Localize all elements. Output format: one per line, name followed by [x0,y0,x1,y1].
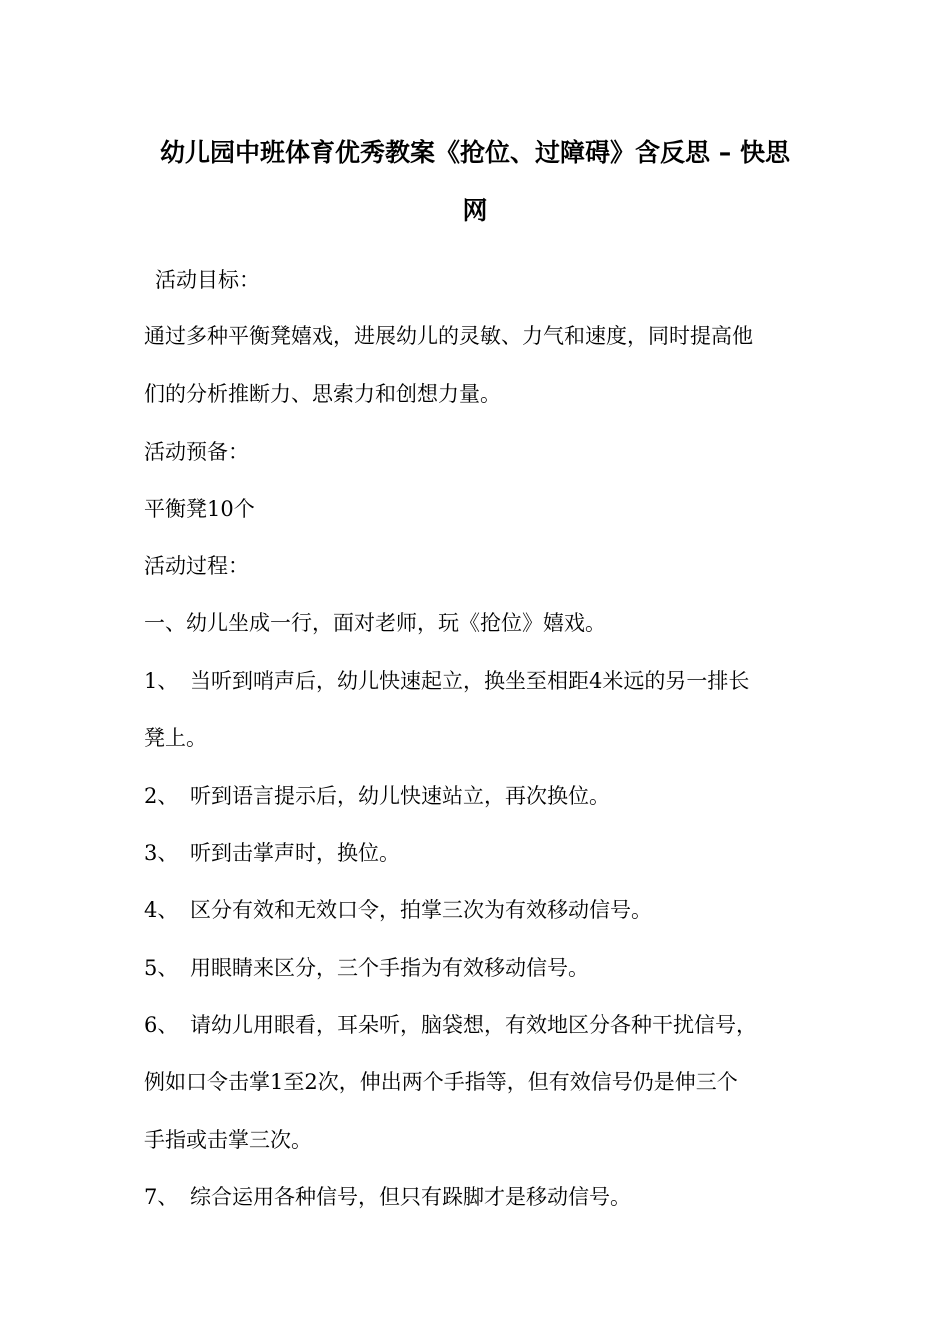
process-heading: 活动过程： [144,554,249,578]
list-item-6-continuation-1: 例如口令击掌1至2次，伸出两个手指等，但有效信号仍是伸三个 [144,1070,738,1094]
goal-text-line-2: 们的分析推断力、思索力和创想力量。 [144,382,501,406]
goal-text-line-1: 通过多种平衡凳嬉戏，进展幼儿的灵敏、力气和速度，同时提高他 [144,324,753,348]
list-item-1 [144,667,749,695]
list-item-5 [144,954,589,982]
list-item-text: 请幼儿用眼看，耳朵听，脑袋想，有效地区分各种干扰信号， [190,1013,757,1037]
list-item-number: 6、 [144,1013,179,1037]
list-item-text: 区分有效和无效口令，拍掌三次为有效移动信号。 [190,898,652,922]
process-step-one: 一、幼儿坐成一行，面对老师，玩《抢位》嬉戏。 [144,611,606,635]
list-item-text: 当听到哨声后，幼儿快速起立，换坐至相距4米远的另一排长 [190,669,750,693]
list-item-number: 4、 [144,898,179,922]
list-item-number: 3、 [144,841,179,865]
list-item-number: 1、 [144,669,179,693]
list-item-2 [144,782,610,810]
list-item-7 [144,1183,631,1211]
list-item-4 [144,896,652,924]
list-item-6-continuation-2: 手指或击掌三次。 [144,1128,312,1152]
list-item-6 [144,1011,757,1039]
list-item-number: 2、 [144,784,179,808]
prep-text: 平衡凳10个 [144,497,255,521]
goal-heading: 活动目标： [155,268,260,292]
list-item-text: 听到击掌声时，换位。 [190,841,400,865]
list-item-number: 5、 [144,956,179,980]
list-item-text: 听到语言提示后，幼儿快速站立，再次换位。 [190,784,610,808]
document-title-line-2: 网 [462,196,488,225]
list-item-3 [144,839,400,867]
list-item-1-continuation: 凳上。 [144,726,207,750]
list-item-number: 7、 [144,1185,179,1209]
prep-heading: 活动预备： [144,440,249,464]
list-item-text: 综合运用各种信号，但只有跺脚才是移动信号。 [190,1185,631,1209]
list-item-text: 用眼睛来区分，三个手指为有效移动信号。 [190,956,589,980]
document-title-line-1: 幼儿园中班体育优秀教案《抢位、过障碍》含反思 – 快思 [160,138,790,167]
